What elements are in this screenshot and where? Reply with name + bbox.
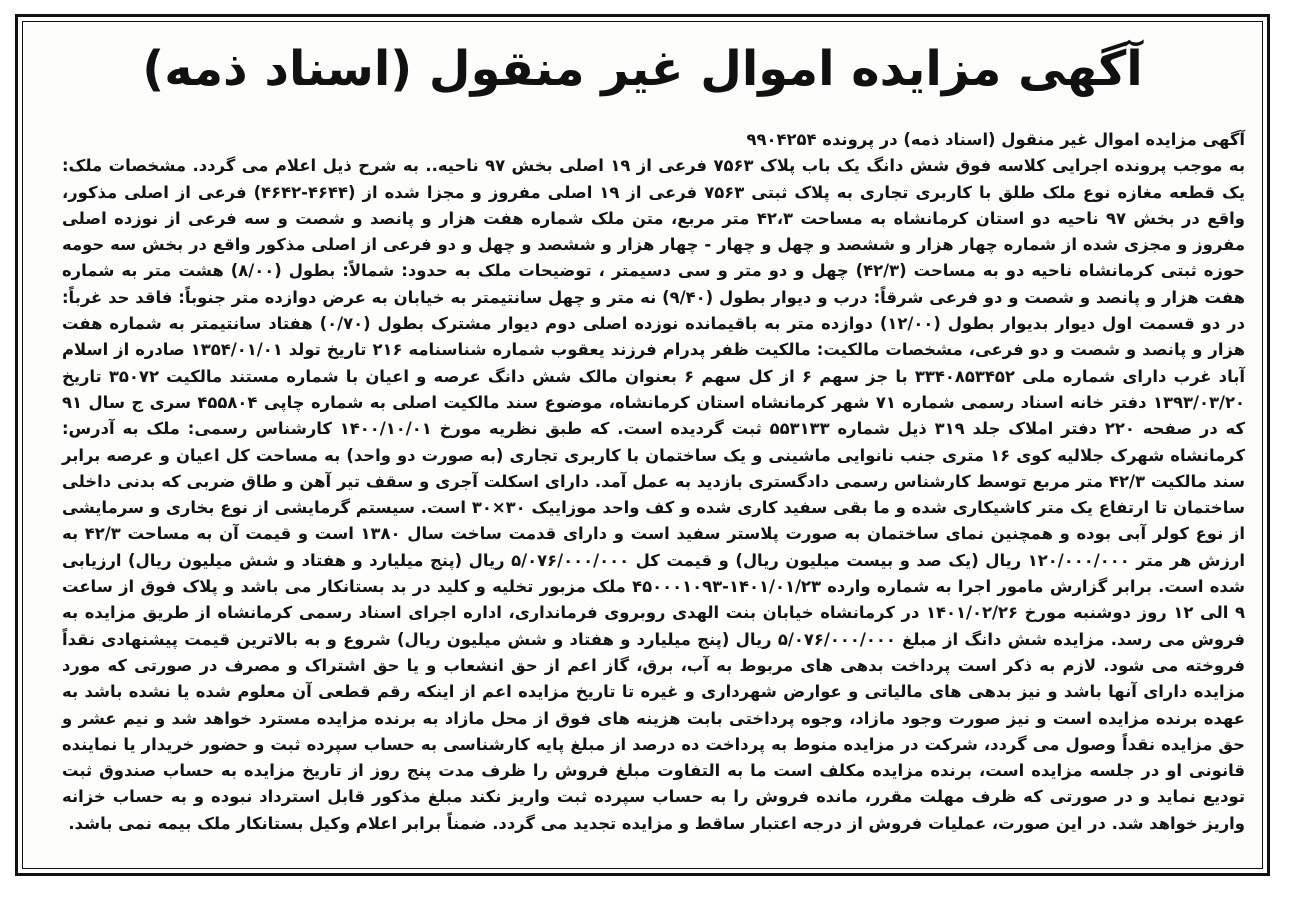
notice-body: [62, 127, 1245, 837]
notice-subtitle: آگهی مزایده اموال غیر منقول (اسناد ذمه) در پرونده ۹۹۰۴۲۵۴: [746, 130, 1245, 149]
notice-paragraph: به موجب پرونده اجرایی کلاسه فوق شش دانگ یک باب پلاک ۷۵۶۳ فرعی از ۱۹ اصلی بخش ۹۷ ناحیه.. به شرح ذیل اعلام می گردد. مشخصات ملک: یک قطعه مغازه نوع ملک طلق با کاربری تجاری به پلاک ثبتی ۷۵۶۳ فرعی از ۱۹ اصلی مفروز و مجزا شده از (۴۶۴۴-۴۶۴۲) فرعی از اصلی مذکور، واقع در بخش ۹۷ ناحیه دو استان کرمانشاه به مساحت ۴۲،۳ متر مربع، متن ملک شماره هفت هزار و پانصد و شصت و سه فرعی از نوزده اصلی مفروز و مجزی شده از شماره چهار هزار و ششصد و چهل و چهار - چهار هزار و ششصد و چهل و دو فرعی از اصلی مذکور واقع در بخش سه حومه حوزه ثبتی کرمانشاه ناحیه دو به مساحت (۴۲/۳) چهل و دو متر و سی دسیمتر ، توضیحات ملک به حدود: شمالاً: بطول (۸/۰۰) هشت متر به شماره هفت هزار و پانصد و شصت و دو فرعی شرقاً: درب و دیوار بطول (۹/۴۰) نه متر و چهل سانتیمتر به خیابان به عرض دوازده متر جنوباً: فاقد حد غرباً: در دو قسمت اول دیوار بدیوار بطول (۱۲/۰۰) دوازده متر به باقیمانده نوزده اصلی دوم دیوار مشترک بطول (۰/۷۰) هفتاد سانتیمتر به شماره هفت هزار و پانصد و شصت و دو فرعی، مشخصات مالکیت: مالکیت ظفر پدرام فرزند یعقوب شماره شناسنامه ۲۱۶ تاریخ تولد ۱۳۵۴/۰۱/۰۱ صادره از اسلام آباد غرب دارای شماره ملی ۳۳۴۰۸۵۳۴۵۲ با جز سهم ۶ از کل سهم ۶ بعنوان مالک شش دانگ عرصه و اعیان با شماره مستند مالکیت ۳۵۰۷۲ تاریخ ۱۳۹۳/۰۳/۲۰ دفتر خانه اسناد رسمی شماره ۷۱ شهر کرمانشاه استان کرمانشاه، موضوع سند مالکیت اصلی به شماره چاپی ۴۵۵۸۰۴ سری ج سال ۹۱ که در صفحه ۲۲۰ دفتر املاک جلد ۳۱۹ ذیل شماره ۵۵۳۱۳۳ ثبت گردیده است. که طبق نظریه مورخ ۱۴۰۰/۱۰/۰۱ کارشناس رسمی: ملک به آدرس: کرمانشاه شهرک جلالیه کوی ۱۶ متری جنب نانوایی ماشینی و یک ساختمان با کاربری تجاری (به صورت دو واحد) به مساحت کل اعیان و عرصه برابر سند مالکیت ۴۲/۳ متر مربع توسط کارشناس رسمی دادگستری بازدید به عمل آمد. دارای اسکلت آجری و سقف تیر آهن و طاق ضربی که بدنی داخلی ساختمان تا ارتفاع یک متر کاشیکاری شده و ما بقی سفید کاری شده و کف واحد موزاییک ۳۰×۳۰ است. سیستم گرمایشی از نوع بخاری و سرمایشی از نوع کولر آبی بوده و همچنین نمای ساختمان به صورت پلاستر سفید است و دارای قدمت ساخت سال ۱۳۸۰ است و قیمت آن به مساحت ۴۲/۳ به ارزش هر متر ۱۲۰/۰۰۰/۰۰۰ ریال (یک صد و بیست میلیون ریال) و قیمت کل ۵/۰۷۶/۰۰۰/۰۰۰ ریال (پنج میلیارد و هفتاد و شش میلیون ریال) ارزیابی شده است. برابر گزارش مامور اجرا به شماره وارده ۱۴۰۱/۰۱/۲۳-۴۵۰۰۰۱۰۹۳ ملک مزبور تخلیه و کلید در بد بستانکار می باشد و پلاک فوق از ساعت ۹ الی ۱۲ روز دوشنبه مورخ ۱۴۰۱/۰۲/۲۶ در کرمانشاه خیابان بنت الهدی روبروی فرمانداری، اداره اجرای اسناد رسمی کرمانشاه از طریق مزایده به فروش می رسد. مزایده شش دانگ از مبلغ ۵/۰۷۶/۰۰۰/۰۰۰ ریال (پنج میلیارد و هفتاد و شش میلیون ریال) شروع و به بالاترین قیمت پیشنهادی نقداً فروخته می شود. لازم به ذکر است پرداخت بدهی های مربوط به آب، برق، گاز اعم از حق انشعاب و یا حق اشتراک و مصرف در صورتی که مورد مزایده دارای آنها باشد و نیز بدهی های مالیاتی و عوارض شهرداری و غیره تا تاریخ مزایده اعم از اینکه رقم قطعی آن معلوم شده یا نشده باشد به عهده برنده مزایده است و نیز صورت وجود مازاد، وجوه پرداختی بابت هزینه های فوق از محل مازاد به برنده مزایده مسترد خواهد شد و نیم عشر و حق مزایده نقداً وصول می گردد، شرکت در مزایده منوط به پرداخت ده درصد از مبلغ پایه کارشناسی به حساب سپرده ثبت و حضور خریدار یا نماینده قانونی او در جلسه مزایده است، برنده مزایده مکلف است ما به التفاوت مبلغ فروش را ظرف مدت پنج روز از تاریخ مزایده به حساب صندوق ثبت تودیع نماید و در صورتی که ظرف مهلت مقرر، مانده فروش را به حساب سپرده ثبت واریز نکند مبلغ مذکور قابل استرداد نبوده و به حساب خزانه واریز خواهد شد. در این صورت، عملیات فروش از درجه اعتبار ساقط و مزایده تجدید می گردد. ضمناً برابر اعلام وکیل بستانکار ملک بیمه نمی باشد.: [62, 156, 1246, 833]
notice-title: آگهی مزایده اموال غیر منقول (اسناد ذمه): [142, 41, 1143, 97]
notice-frame: [15, 14, 1270, 876]
